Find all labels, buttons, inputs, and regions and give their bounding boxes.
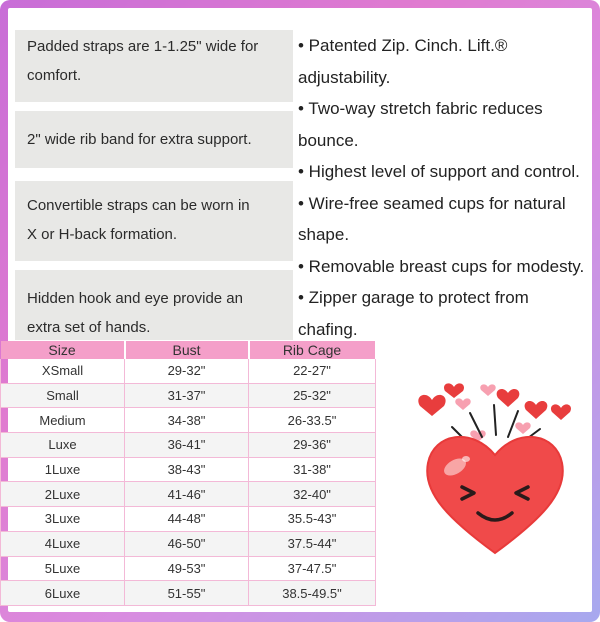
bust-cell: 44-48" <box>125 507 249 532</box>
feature-text: Convertible straps can be worn in <box>27 197 250 214</box>
bullet-line: • Highest level of support and control. <box>298 162 580 181</box>
size-cell: Small <box>1 383 125 408</box>
heart-face-icon <box>410 375 580 560</box>
bust-cell: 49-53" <box>125 556 249 581</box>
bust-cell: 38-43" <box>125 457 249 482</box>
size-cell: XSmall <box>1 359 125 383</box>
rib-cage-cell: 31-38" <box>249 457 376 482</box>
feature-box-hook-eye <box>15 270 293 340</box>
size-cell: 3Luxe <box>1 507 125 532</box>
rib-cage-cell: 25-32" <box>249 383 376 408</box>
table-row <box>1 383 376 408</box>
rib-cage-cell: 37-47.5" <box>249 556 376 581</box>
bust-cell: 46-50" <box>125 531 249 556</box>
bullet-line: shape. <box>298 225 350 244</box>
feature-box-convertible <box>15 181 293 261</box>
bullet-line: chafing. <box>298 319 358 339</box>
bullet-line: • Patented Zip. Cinch. Lift.® <box>298 36 508 55</box>
rib-cage-cell: 37.5-44" <box>249 531 376 556</box>
rib-cage-cell: 32-40" <box>249 482 376 507</box>
bullet-line: • Removable breast cups for modesty. <box>298 256 585 276</box>
table-row <box>1 433 376 458</box>
rib-cage-cell: 26-33.5" <box>249 408 376 433</box>
feature-text: extra set of hands. <box>27 319 151 336</box>
bust-cell: 34-38" <box>125 408 249 433</box>
column-header-size: Size <box>1 341 125 359</box>
rib-cage-cell: 29-36" <box>249 433 376 458</box>
rib-cage-cell: 22-27" <box>249 359 376 383</box>
column-header-bust: Bust <box>125 341 249 359</box>
feature-text: X or H-back formation. <box>27 226 178 243</box>
feature-text: comfort. <box>27 67 82 84</box>
feature-box-straps <box>15 30 293 102</box>
bullet-line: bounce. <box>298 130 359 150</box>
bullet-line: • Wire-free seamed cups for natural <box>298 193 566 213</box>
feature-bullet-list <box>298 30 593 345</box>
table-row <box>1 556 376 581</box>
bust-cell: 51-55" <box>125 581 249 606</box>
table-row <box>1 408 376 433</box>
bust-cell: 36-41" <box>125 433 249 458</box>
size-cell: 2Luxe <box>1 482 125 507</box>
table-row <box>1 581 376 606</box>
size-cell: 5Luxe <box>1 556 125 581</box>
size-cell: Luxe <box>1 433 125 458</box>
feature-text: Hidden hook and eye provide an <box>27 290 243 307</box>
table-row <box>1 482 376 507</box>
rib-cage-cell: 38.5-49.5" <box>249 581 376 606</box>
bullet-line: adjustability. <box>298 67 391 87</box>
bust-cell: 29-32" <box>125 359 249 383</box>
size-chart-table <box>0 341 377 606</box>
bust-cell: 31-37" <box>125 383 249 408</box>
feature-text: Padded straps are 1-1.25" wide for <box>27 38 259 55</box>
column-header-rib-cage: Rib Cage <box>249 341 376 359</box>
table-row <box>1 457 376 482</box>
table-row <box>1 531 376 556</box>
bullet-line: • Two-way stretch fabric reduces <box>298 99 543 118</box>
size-cell: 1Luxe <box>1 457 125 482</box>
table-header-row <box>1 341 376 359</box>
table-row <box>1 359 376 383</box>
table-row <box>1 507 376 532</box>
feature-text: 2" wide rib band for extra support. <box>27 131 252 148</box>
bust-cell: 41-46" <box>125 482 249 507</box>
feature-box-rib-band <box>15 111 293 168</box>
rib-cage-cell: 35.5-43" <box>249 507 376 532</box>
size-cell: Medium <box>1 408 125 433</box>
size-cell: 4Luxe <box>1 531 125 556</box>
size-cell: 6Luxe <box>1 581 125 606</box>
bullet-line: • Zipper garage to protect from <box>298 288 529 307</box>
